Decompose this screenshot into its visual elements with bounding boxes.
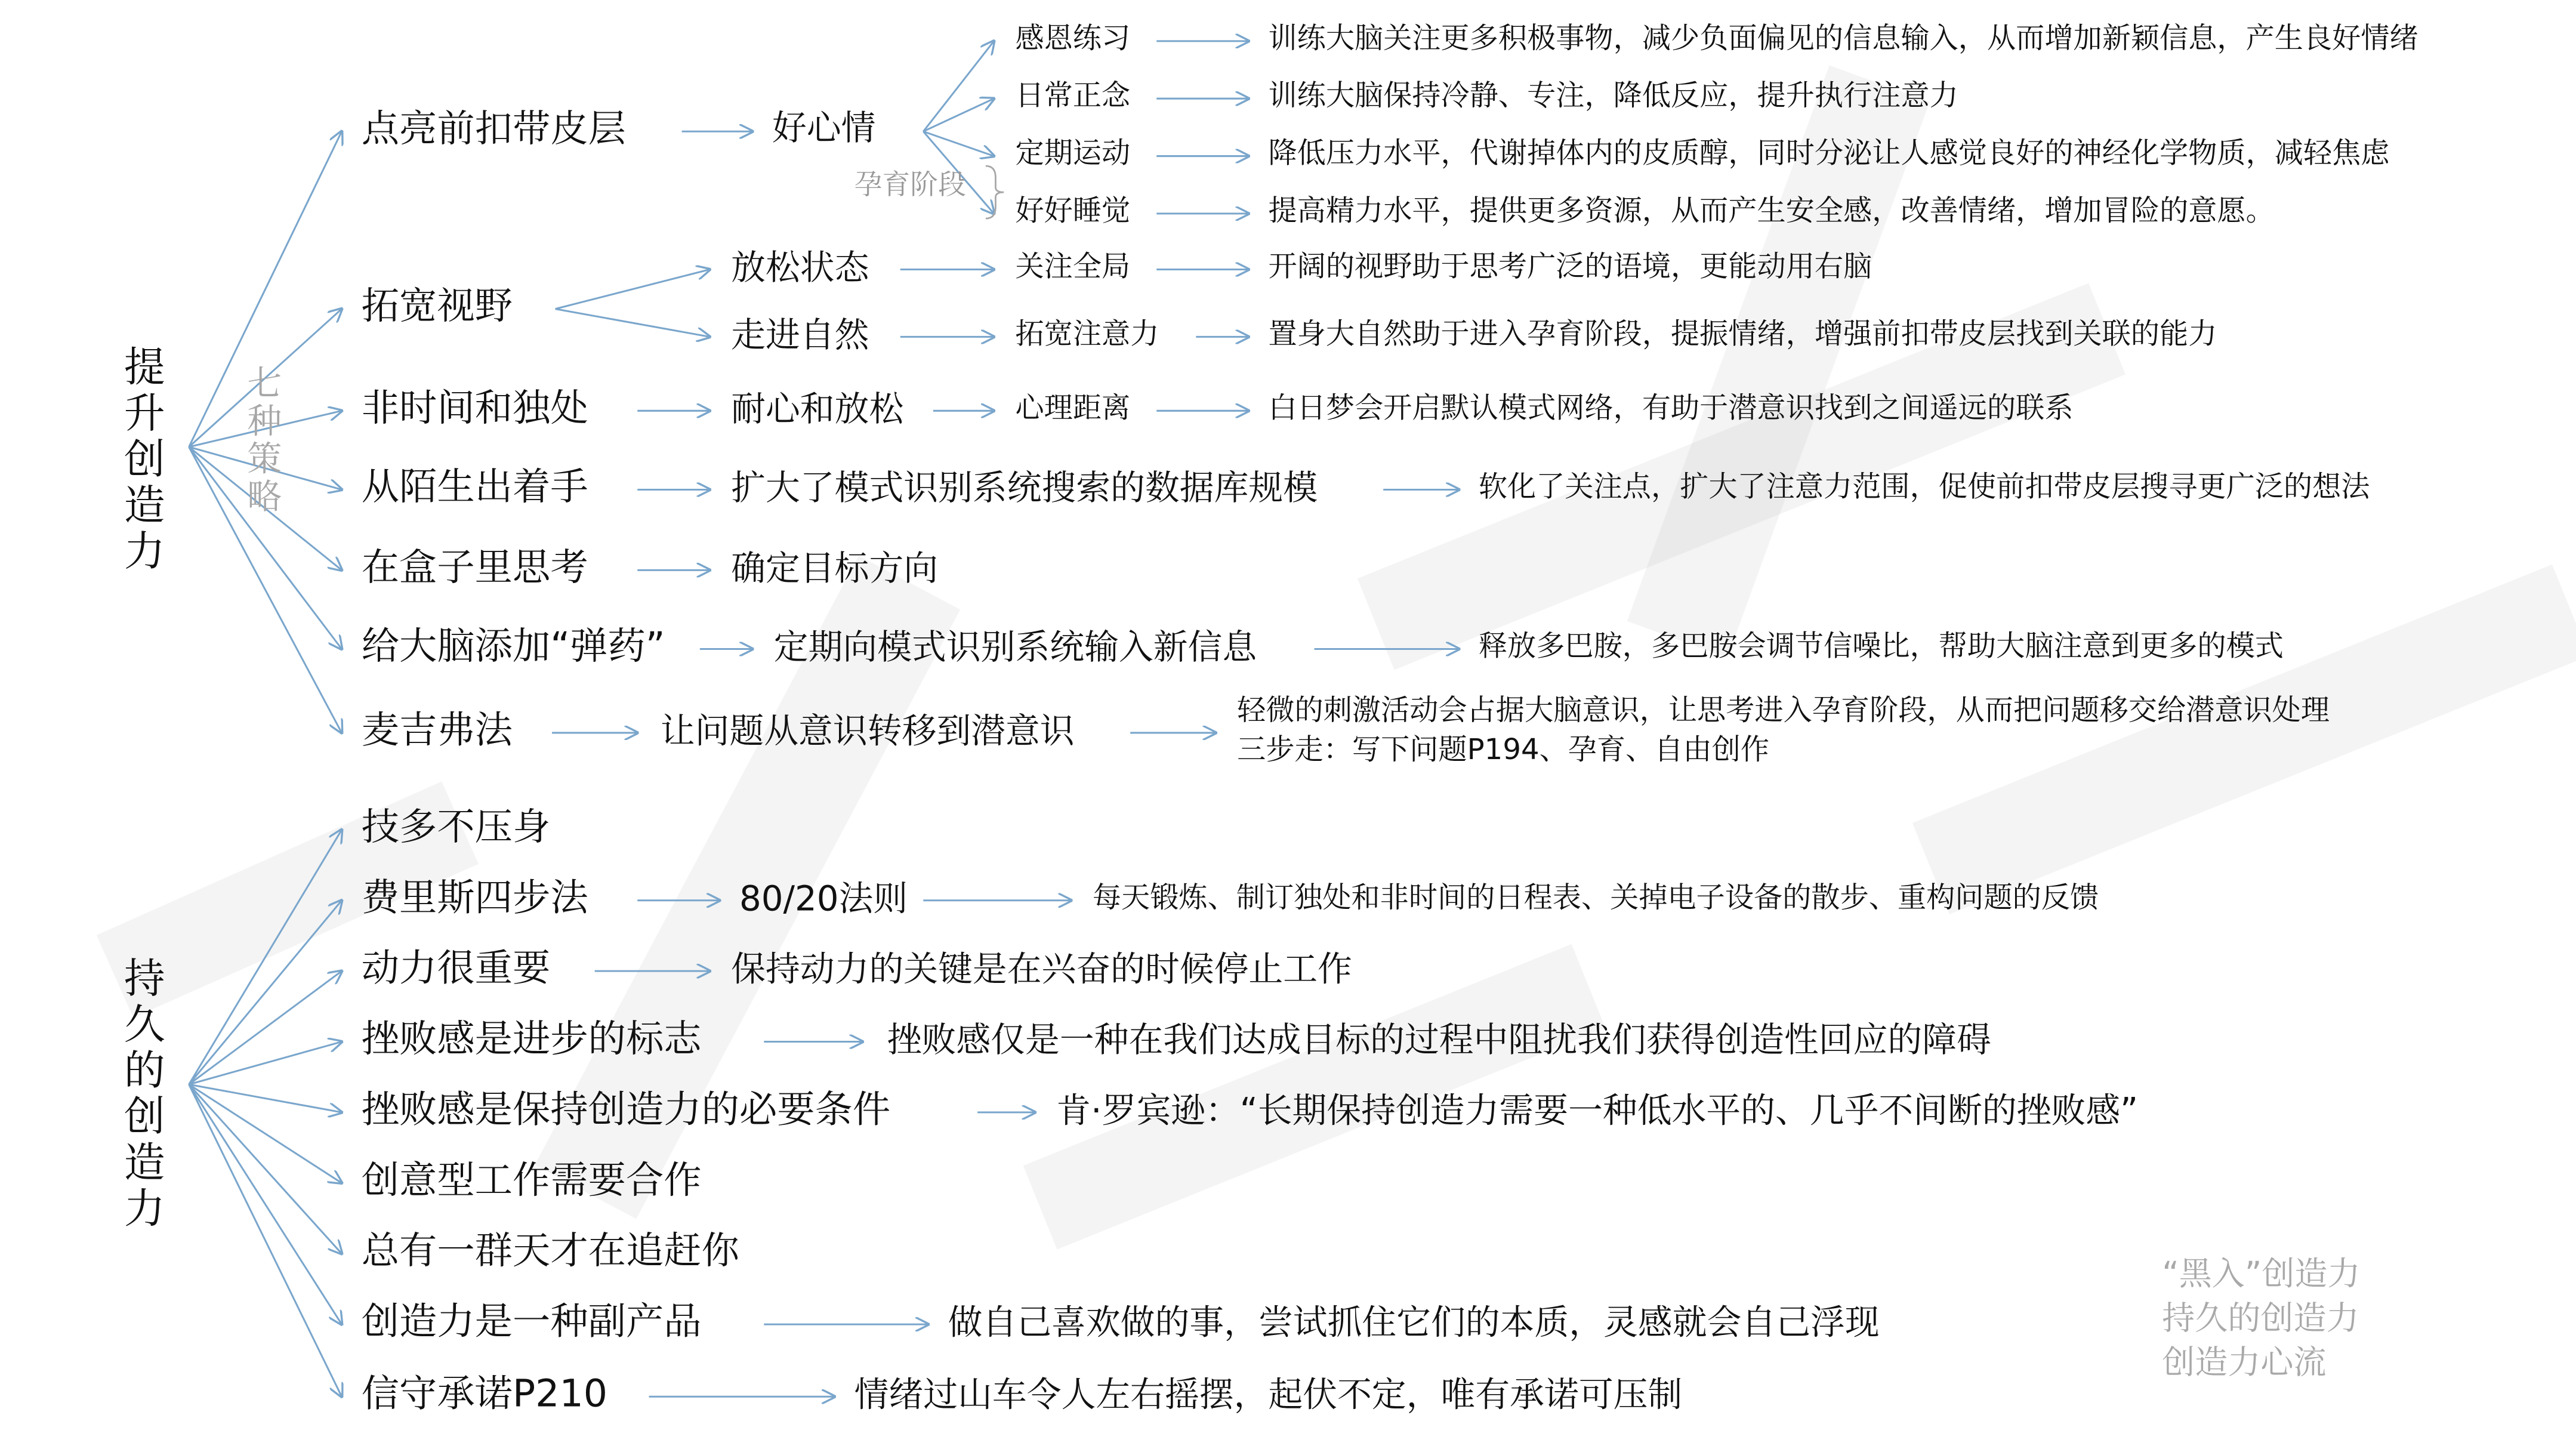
branch-collaboration: 创意型工作需要合作 [361, 1160, 702, 1203]
exercise-desc: 降低压力水平，代谢掉体内的皮质醇，同时分泌让人感觉良好的神经化学物质，减轻焦虑 [1268, 138, 2390, 171]
ferriss-desc: 每天锻炼、制订独处和非时间的日程表、关掉电子设备的散步、重构问题的反馈 [1092, 882, 2099, 915]
footer-item: 持久的创造力 [2162, 1298, 2359, 1338]
connector [189, 901, 342, 1084]
footer-item: 创造力心流 [2162, 1342, 2327, 1382]
branch-add-ammo: 给大脑添加“弹药” [361, 625, 665, 669]
branch-geniuses-chasing: 总有一群天才在追赶你 [361, 1231, 739, 1274]
good-sleep: 好好睡觉 [1015, 195, 1131, 229]
branch-skills: 技多不压身 [361, 806, 551, 850]
macgyver-desc: 轻微的刺激活动会占据大脑意识，让思考进入孕育阶段，从而把问题移交给潜意识处理 [1237, 695, 2330, 728]
motivation-desc: 保持动力的关键是在兴奋的时候停止工作 [731, 949, 1352, 989]
branch-macgyver-method: 麦吉弗法 [361, 710, 513, 753]
set-goal-direction: 确定目标方向 [731, 548, 939, 588]
broaden-attention: 拓宽注意力 [1015, 319, 1159, 352]
promise-desc: 情绪过山车令人左右摇摆，起伏不定，唯有承诺可压制 [854, 1375, 1683, 1415]
rule-80-20: 80/20法则 [739, 878, 908, 919]
connector [189, 971, 342, 1084]
dopamine-desc: 释放多巴胺，多巴胺会调节信噪比，帮助大脑注意到更多的模式 [1478, 631, 2284, 664]
connector [189, 1084, 342, 1396]
focus-big-picture: 关注全局 [1015, 251, 1131, 285]
patience-relaxation: 耐心和放松 [731, 389, 904, 429]
expand-database: 扩大了模式识别系统搜索的数据库规模 [731, 468, 1318, 508]
relaxed-state: 放松状态 [731, 248, 869, 288]
branch-non-time-solitude: 非时间和独处 [361, 387, 588, 431]
branch-by-product: 创造力是一种副产品 [361, 1301, 702, 1345]
branch-ferriss-method: 费里斯四步法 [361, 877, 588, 920]
branch-broaden-view: 拓宽视野 [361, 286, 513, 329]
shift-to-subconscious: 让问题从意识转移到潜意识 [660, 711, 1075, 751]
macgyver-steps: 三步走：写下问题P194、孕育、自由创作 [1237, 734, 1770, 767]
branch-motivation: 动力很重要 [361, 948, 551, 991]
branch-frustration-progress: 挫败感是进步的标志 [361, 1018, 702, 1062]
root-lasting-creativity: 持久的创造力 [118, 956, 166, 1232]
connector [189, 1042, 342, 1085]
branch-keep-promise: 信守承诺P210 [361, 1373, 608, 1417]
incubation-label: 孕育阶段 [854, 169, 966, 202]
footer-item: “黑入”创造力 [2162, 1253, 2361, 1293]
daydream-desc: 白日梦会开启默认模式网络，有助于潜意识找到之间遥远的联系 [1268, 393, 2074, 426]
gratitude-practice: 感恩练习 [1015, 23, 1131, 56]
sleep-desc: 提高精力水平，提供更多资源，从而产生安全感，改善情绪，增加冒险的意愿。 [1268, 195, 2275, 229]
branch-think-in-box: 在盒子里思考 [361, 547, 588, 590]
good-mood: 好心情 [772, 108, 876, 148]
connector [923, 98, 994, 131]
connector [189, 1084, 342, 1324]
into-nature: 走进自然 [731, 315, 869, 355]
psychological-distance: 心理距离 [1015, 393, 1131, 426]
by-product-desc: 做自己喜欢做的事，尝试抓住它们的本质，灵感就会自己浮现 [948, 1303, 1880, 1343]
root-boost-creativity: 提升创造力 [118, 345, 166, 575]
branch-frustration-necessary: 挫败感是保持创造力的必要条件 [361, 1089, 891, 1132]
mindfulness-desc: 训练大脑保持冷静、专注，降低反应，提升执行注意力 [1268, 80, 1958, 113]
connector [189, 830, 342, 1084]
connector [556, 270, 710, 309]
robinson-quote: 肯·罗宾逊：“长期保持创造力需要一种低水平的、几乎不间断的挫败感” [1056, 1091, 2139, 1131]
connector [556, 309, 710, 337]
branch-start-unfamiliar: 从陌生出着手 [361, 466, 588, 510]
seven-strategies-label: 七种策略 [243, 365, 283, 516]
connector [923, 41, 994, 131]
gratitude-desc: 训练大脑关注更多积极事物，减少负面偏见的信息输入，从而增加新颖信息，产生良好情绪 [1268, 23, 2418, 56]
branch-acc-activation: 点亮前扣带皮层 [361, 108, 626, 152]
nature-desc: 置身大自然助于进入孕育阶段，提振情绪，增强前扣带皮层找到关联的能力 [1268, 319, 2217, 352]
daily-mindfulness: 日常正念 [1015, 80, 1131, 113]
expand-attention-desc: 软化了关注点，扩大了注意力范围，促使前扣带皮层搜寻更广泛的想法 [1478, 471, 2370, 505]
input-new-info: 定期向模式识别系统输入新信息 [773, 627, 1257, 667]
regular-exercise: 定期运动 [1015, 138, 1131, 171]
incubation-brace [986, 166, 1004, 218]
big-picture-desc: 开阔的视野助于思考广泛的语境，更能动用右脑 [1268, 251, 1872, 285]
frustration-desc: 挫败感仅是一种在我们达成目标的过程中阻扰我们获得创造性回应的障碍 [887, 1020, 1991, 1060]
